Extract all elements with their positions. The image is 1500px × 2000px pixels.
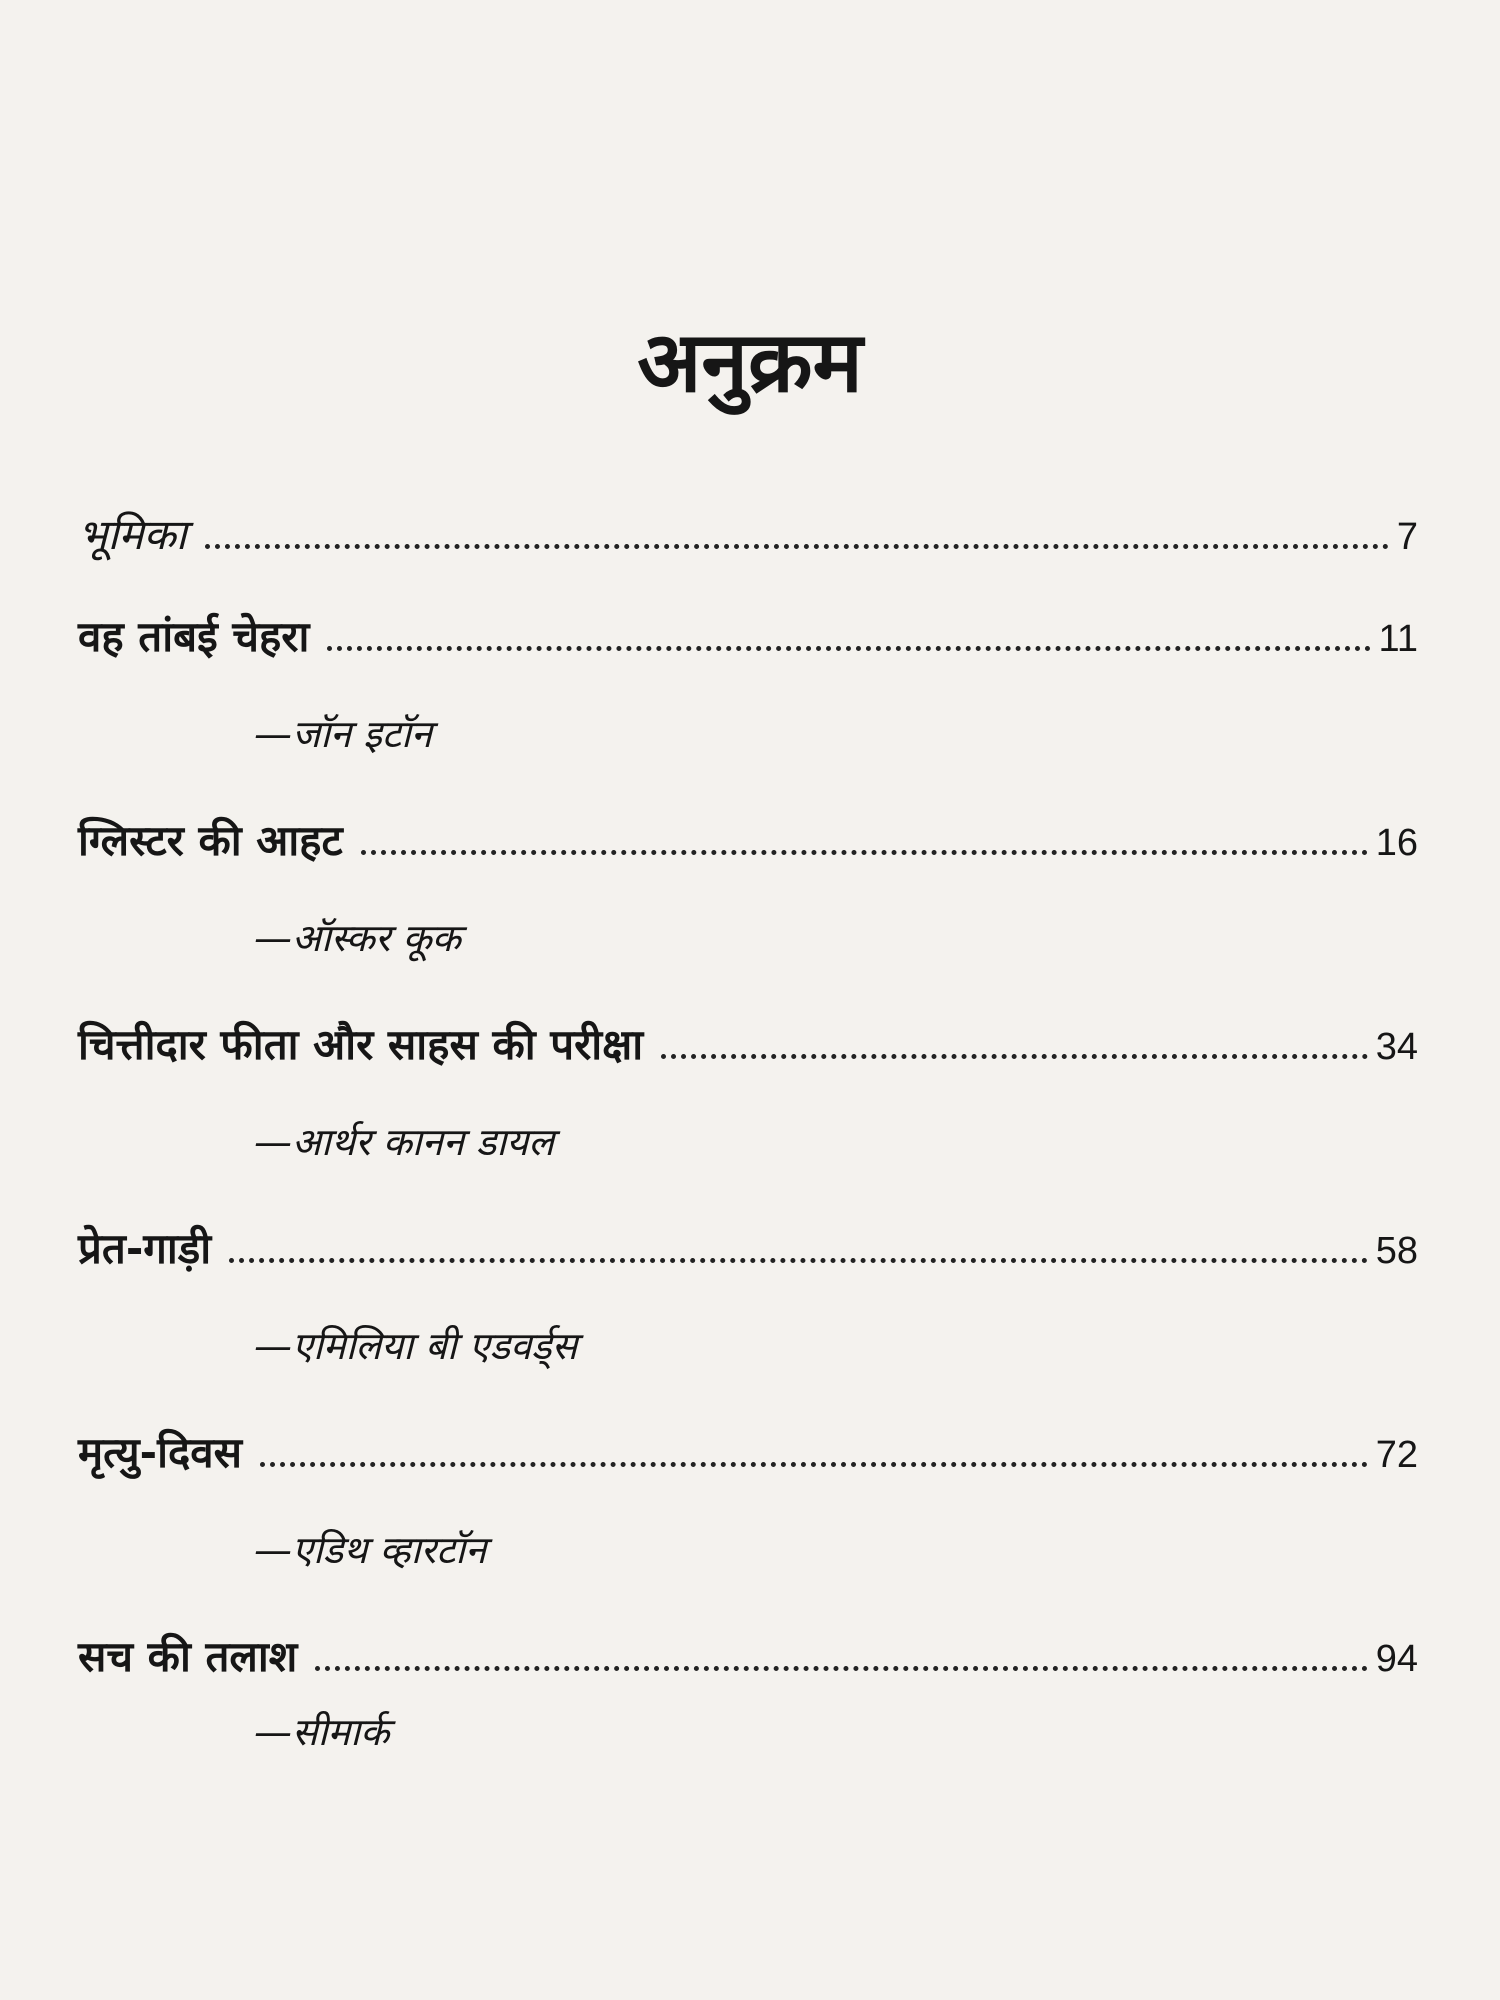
dot-leader bbox=[229, 1258, 1368, 1263]
toc-page-number: 94 bbox=[1375, 1638, 1418, 1680]
toc-entry-title: मृत्यु-दिवस bbox=[78, 1428, 243, 1477]
toc-entry-title: प्रेत-गाड़ी bbox=[78, 1224, 212, 1273]
toc-entry-author: —जॉन इटॉन bbox=[254, 712, 432, 756]
toc-page-number: 72 bbox=[1375, 1434, 1418, 1476]
toc-entry-author: —एडिथ व्हारटॉन bbox=[254, 1528, 487, 1572]
toc-entry-story-2 bbox=[78, 816, 1418, 867]
toc-entry-story-5 bbox=[78, 1428, 1418, 1479]
table-of-contents bbox=[78, 0, 1418, 2000]
dot-leader bbox=[315, 1666, 1367, 1671]
toc-entry-author: —सीमार्क bbox=[254, 1710, 390, 1754]
dot-leader bbox=[205, 544, 1389, 549]
toc-page-number: 16 bbox=[1375, 822, 1418, 864]
page-title: अनुक्रम bbox=[637, 313, 863, 411]
toc-entry-author: —आर्थर कानन डायल bbox=[254, 1120, 555, 1164]
toc-entry-title: वह तांबई चेहरा bbox=[78, 612, 310, 661]
toc-entry-story-1 bbox=[78, 612, 1418, 663]
toc-entry-title: सच की तलाश bbox=[78, 1632, 298, 1681]
dot-leader bbox=[260, 1462, 1368, 1467]
toc-page-number: 58 bbox=[1375, 1230, 1418, 1272]
dot-leader bbox=[361, 850, 1368, 855]
toc-page-number: 34 bbox=[1375, 1026, 1418, 1068]
toc-entry-story-4 bbox=[78, 1224, 1418, 1275]
toc-entry-introduction bbox=[78, 510, 1418, 561]
toc-entry-author: —एमिलिया बी एडवर्ड्स bbox=[254, 1324, 578, 1368]
toc-page-number: 7 bbox=[1396, 516, 1418, 558]
toc-entry-story-6 bbox=[78, 1632, 1418, 1683]
toc-entry-author: —ऑस्कर कूक bbox=[254, 916, 461, 960]
toc-entry-title: भूमिका bbox=[78, 510, 187, 559]
toc-page-number: 11 bbox=[1378, 618, 1418, 660]
toc-entry-story-3 bbox=[78, 1020, 1418, 1071]
dot-leader bbox=[327, 646, 1370, 651]
toc-entry-title: चित्तीदार फीता और साहस की परीक्षा bbox=[78, 1020, 644, 1069]
toc-entry-title: ग्लिस्टर की आहट bbox=[78, 816, 343, 865]
dot-leader bbox=[661, 1054, 1368, 1059]
